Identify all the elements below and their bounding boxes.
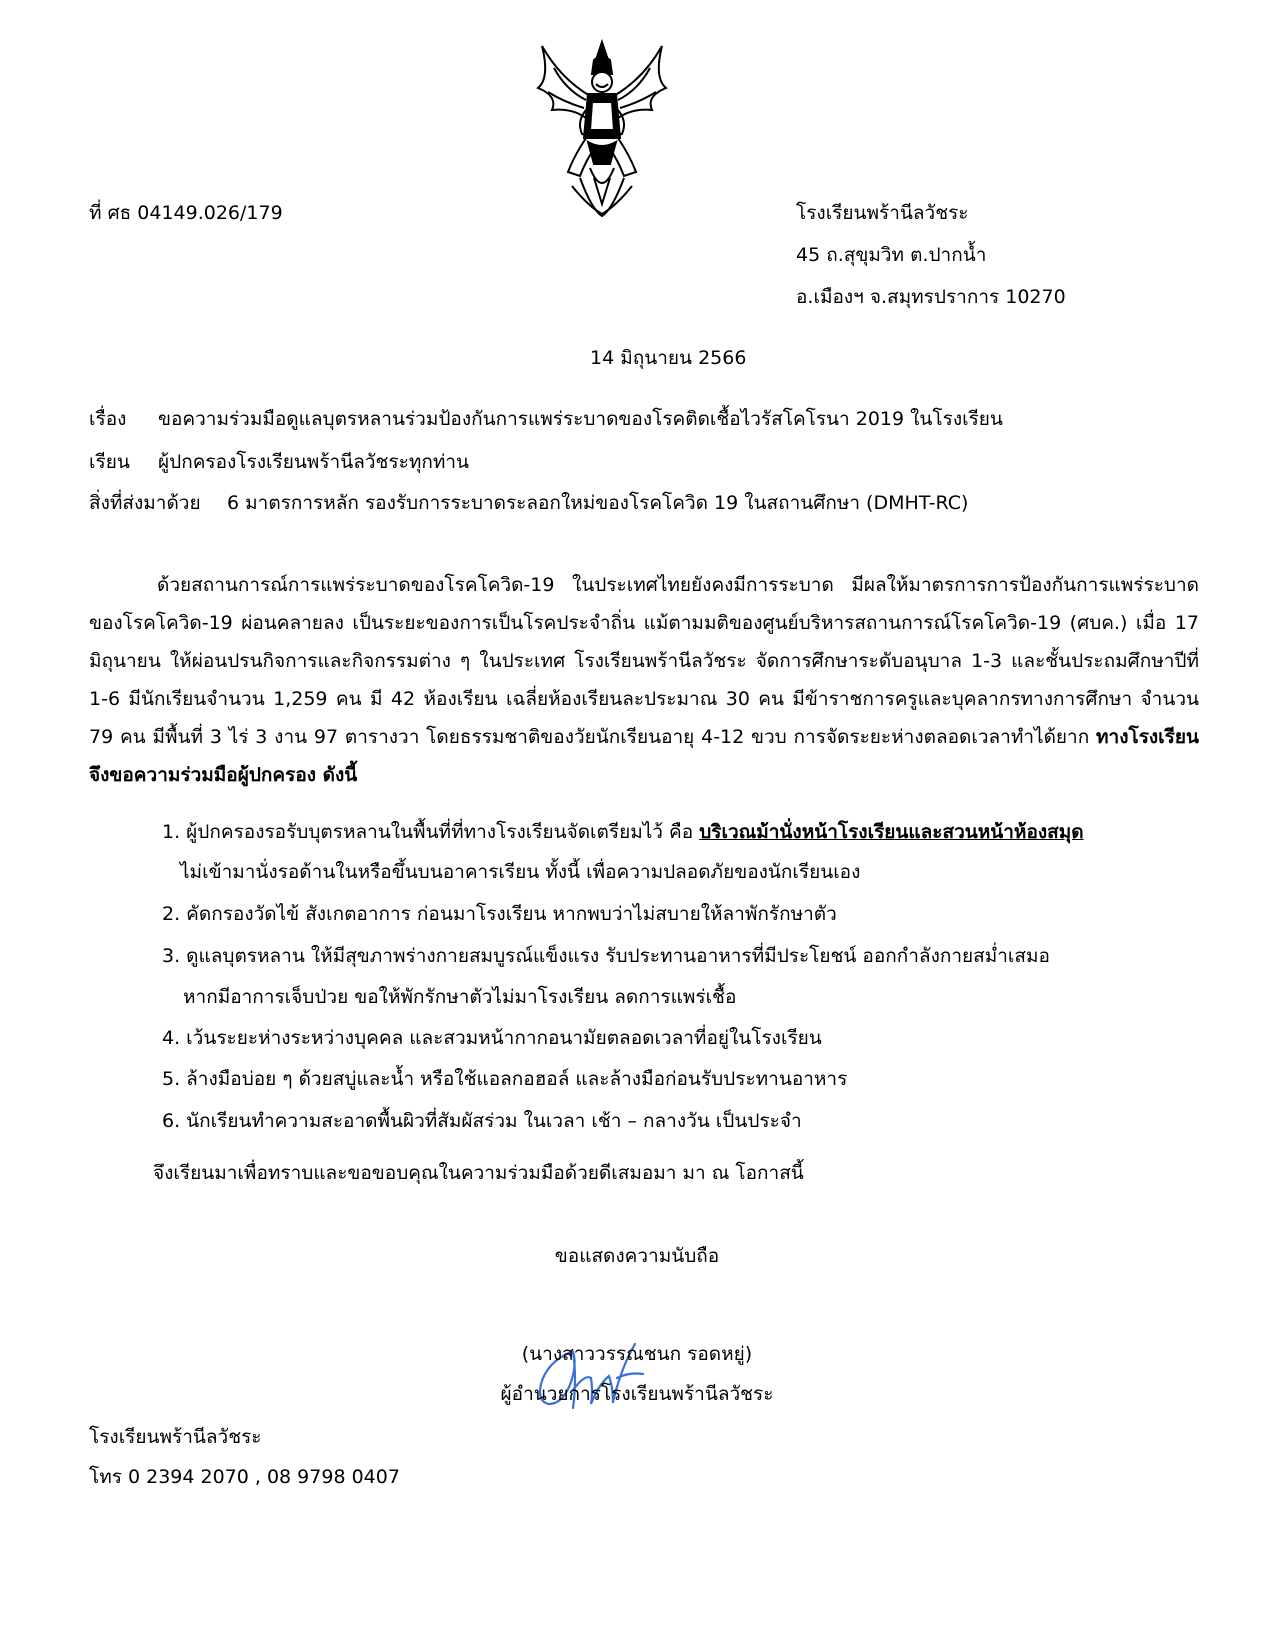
subject-text: ขอความร่วมมือดูแลบุตรหลานร่วมป้องกันการแพร่ระบาดของโรคติดเชื้อไวรัสโคโรนา 2019 ในโรงเรียน — [158, 408, 1003, 430]
pickup-location-emphasis: บริเวณม้านั่งหน้าโรงเรียนและสวนหน้าห้องสมุด — [699, 821, 1084, 843]
subject-label: เรื่อง — [89, 408, 127, 430]
list-item-1-cont: ไม่เข้ามานั่งรอด้านในหรือขึ้นบนอาคารเรียน ทั้งนี้ เพื่อความปลอดภัยของนักเรียนเอง — [180, 861, 861, 883]
garuda-emblem-icon — [530, 38, 675, 218]
list-item-3: 3. ดูแลบุตรหลาน ให้มีสุขภาพร่างกายสมบูรณ์แข็งแรง รับประทานอาหารที่มีประโยชน์ ออกกำลังกายสม่ำเสมอ — [162, 945, 1050, 967]
enclosure-text: 6 มาตรการหลัก รองรับการระบาดระลอกใหม่ของโรคโควิด 19 ในสถานศึกษา (DMHT-RC) — [227, 492, 969, 514]
list-item-6: 6. นักเรียนทำความสะอาดพื้นผิวที่สัมผัสร่วม ในเวลา เช้า – กลางวัน เป็นประจำ — [162, 1110, 802, 1132]
address-line-2: อ.เมืองฯ จ.สมุทรปราการ 10270 — [796, 286, 1066, 308]
list-item-4: 4. เว้นระยะห่างระหว่างบุคคล และสวมหน้ากากอนามัยตลอดเวลาที่อยู่ในโรงเรียน — [162, 1027, 822, 1049]
list-item-1 — [162, 823, 1084, 842]
body-paragraph-emphasis: ทางโรงเรียนจึงขอความร่วมมือผู้ปกครอง ดังนี้ — [89, 726, 1199, 786]
list-item-1-text: 1. ผู้ปกครองรอรับบุตรหลานในพื้นที่ที่ทางโรงเรียนจัดเตรียมไว้ คือ — [162, 821, 700, 843]
enclosure-label: สิ่งที่ส่งมาด้วย — [89, 492, 201, 514]
closing-statement: จึงเรียนมาเพื่อทราบและขอขอบคุณในความร่วมมือด้วยดีเสมอมา มา ณ โอกาสนี้ — [153, 1162, 804, 1184]
to-text: ผู้ปกครองโรงเรียนพร้านีลวัชระทุกท่าน — [158, 451, 470, 473]
list-item-2: 2. คัดกรองวัดไข้ สังเกตอาการ ก่อนมาโรงเรียน หากพบว่าไม่สบายให้ลาพักรักษาตัว — [162, 903, 837, 925]
body-paragraph-text: ด้วยสถานการณ์การแพร่ระบาดของโรคโควิด-19 ในประเทศไทยยังคงมีการระบาด มีผลให้มาตรการการป้องกันการแพร่ระบาดของโรคโควิด-19 ผ่อนคลายลง เป็นระยะของการเป็นโรคประจำถิ่น แม้ตามมติของศูนย์บริหารสถานการณ์โรคโควิด-19 (ศบค.) เมื่อ 17 มิถุนายน ให้ผ่อนปรนกิจการและกิจกรรมต่าง ๆ ในประเทศ โรงเรียนพร้านีลวัชระ จัดการศึกษาระดับอนุบาล 1-3 และชั้นประถมศึกษาปีที่ 1-6 มีนักเรียนจำนวน 1,259 คน มี 42 ห้องเรียน เฉลี่ยห้องเรียนละประมาณ 30 คน มีข้าราชการครูและบุคลากรทางการศึกษา จำนวน 79 คน มีพื้นที่ 3 ไร่ 3 งาน 97 ตารางวา โดยธรรมชาติของวัยนักเรียนอายุ 4-12 ขวบ การจัดระยะห่างตลอดเวลาทำได้ยาก — [89, 574, 1199, 748]
footer-phone: โทร 0 2394 2070 , 08 9798 0407 — [89, 1466, 400, 1488]
salutation: ขอแสดงความนับถือ — [554, 1245, 720, 1267]
body-paragraph — [89, 566, 1199, 794]
school-name: โรงเรียนพร้านีลวัชระ — [796, 202, 969, 224]
signatory-name: (นางสาววรรณชนก รอดหยู่) — [521, 1343, 753, 1365]
footer-school: โรงเรียนพร้านีลวัชระ — [89, 1426, 262, 1448]
to-label: เรียน — [89, 451, 130, 473]
letter-date: 14 มิถุนายน 2566 — [590, 347, 747, 369]
list-item-3-cont: หากมีอาการเจ็บป่วย ขอให้พักรักษาตัวไม่มาโรงเรียน ลดการแพร่เชื้อ — [183, 986, 737, 1008]
address-line-1: 45 ถ.สุขุมวิท ต.ปากน้ำ — [796, 244, 987, 266]
reference-number: ที่ ศธ 04149.026/179 — [89, 202, 283, 224]
list-item-5: 5. ล้างมือบ่อย ๆ ด้วยสบู่และน้ำ หรือใช้แอลกอฮอล์ และล้างมือก่อนรับประทานอาหาร — [162, 1068, 848, 1090]
signatory-position: ผู้อำนวยการโรงเรียนพร้านีลวัชระ — [500, 1383, 774, 1405]
